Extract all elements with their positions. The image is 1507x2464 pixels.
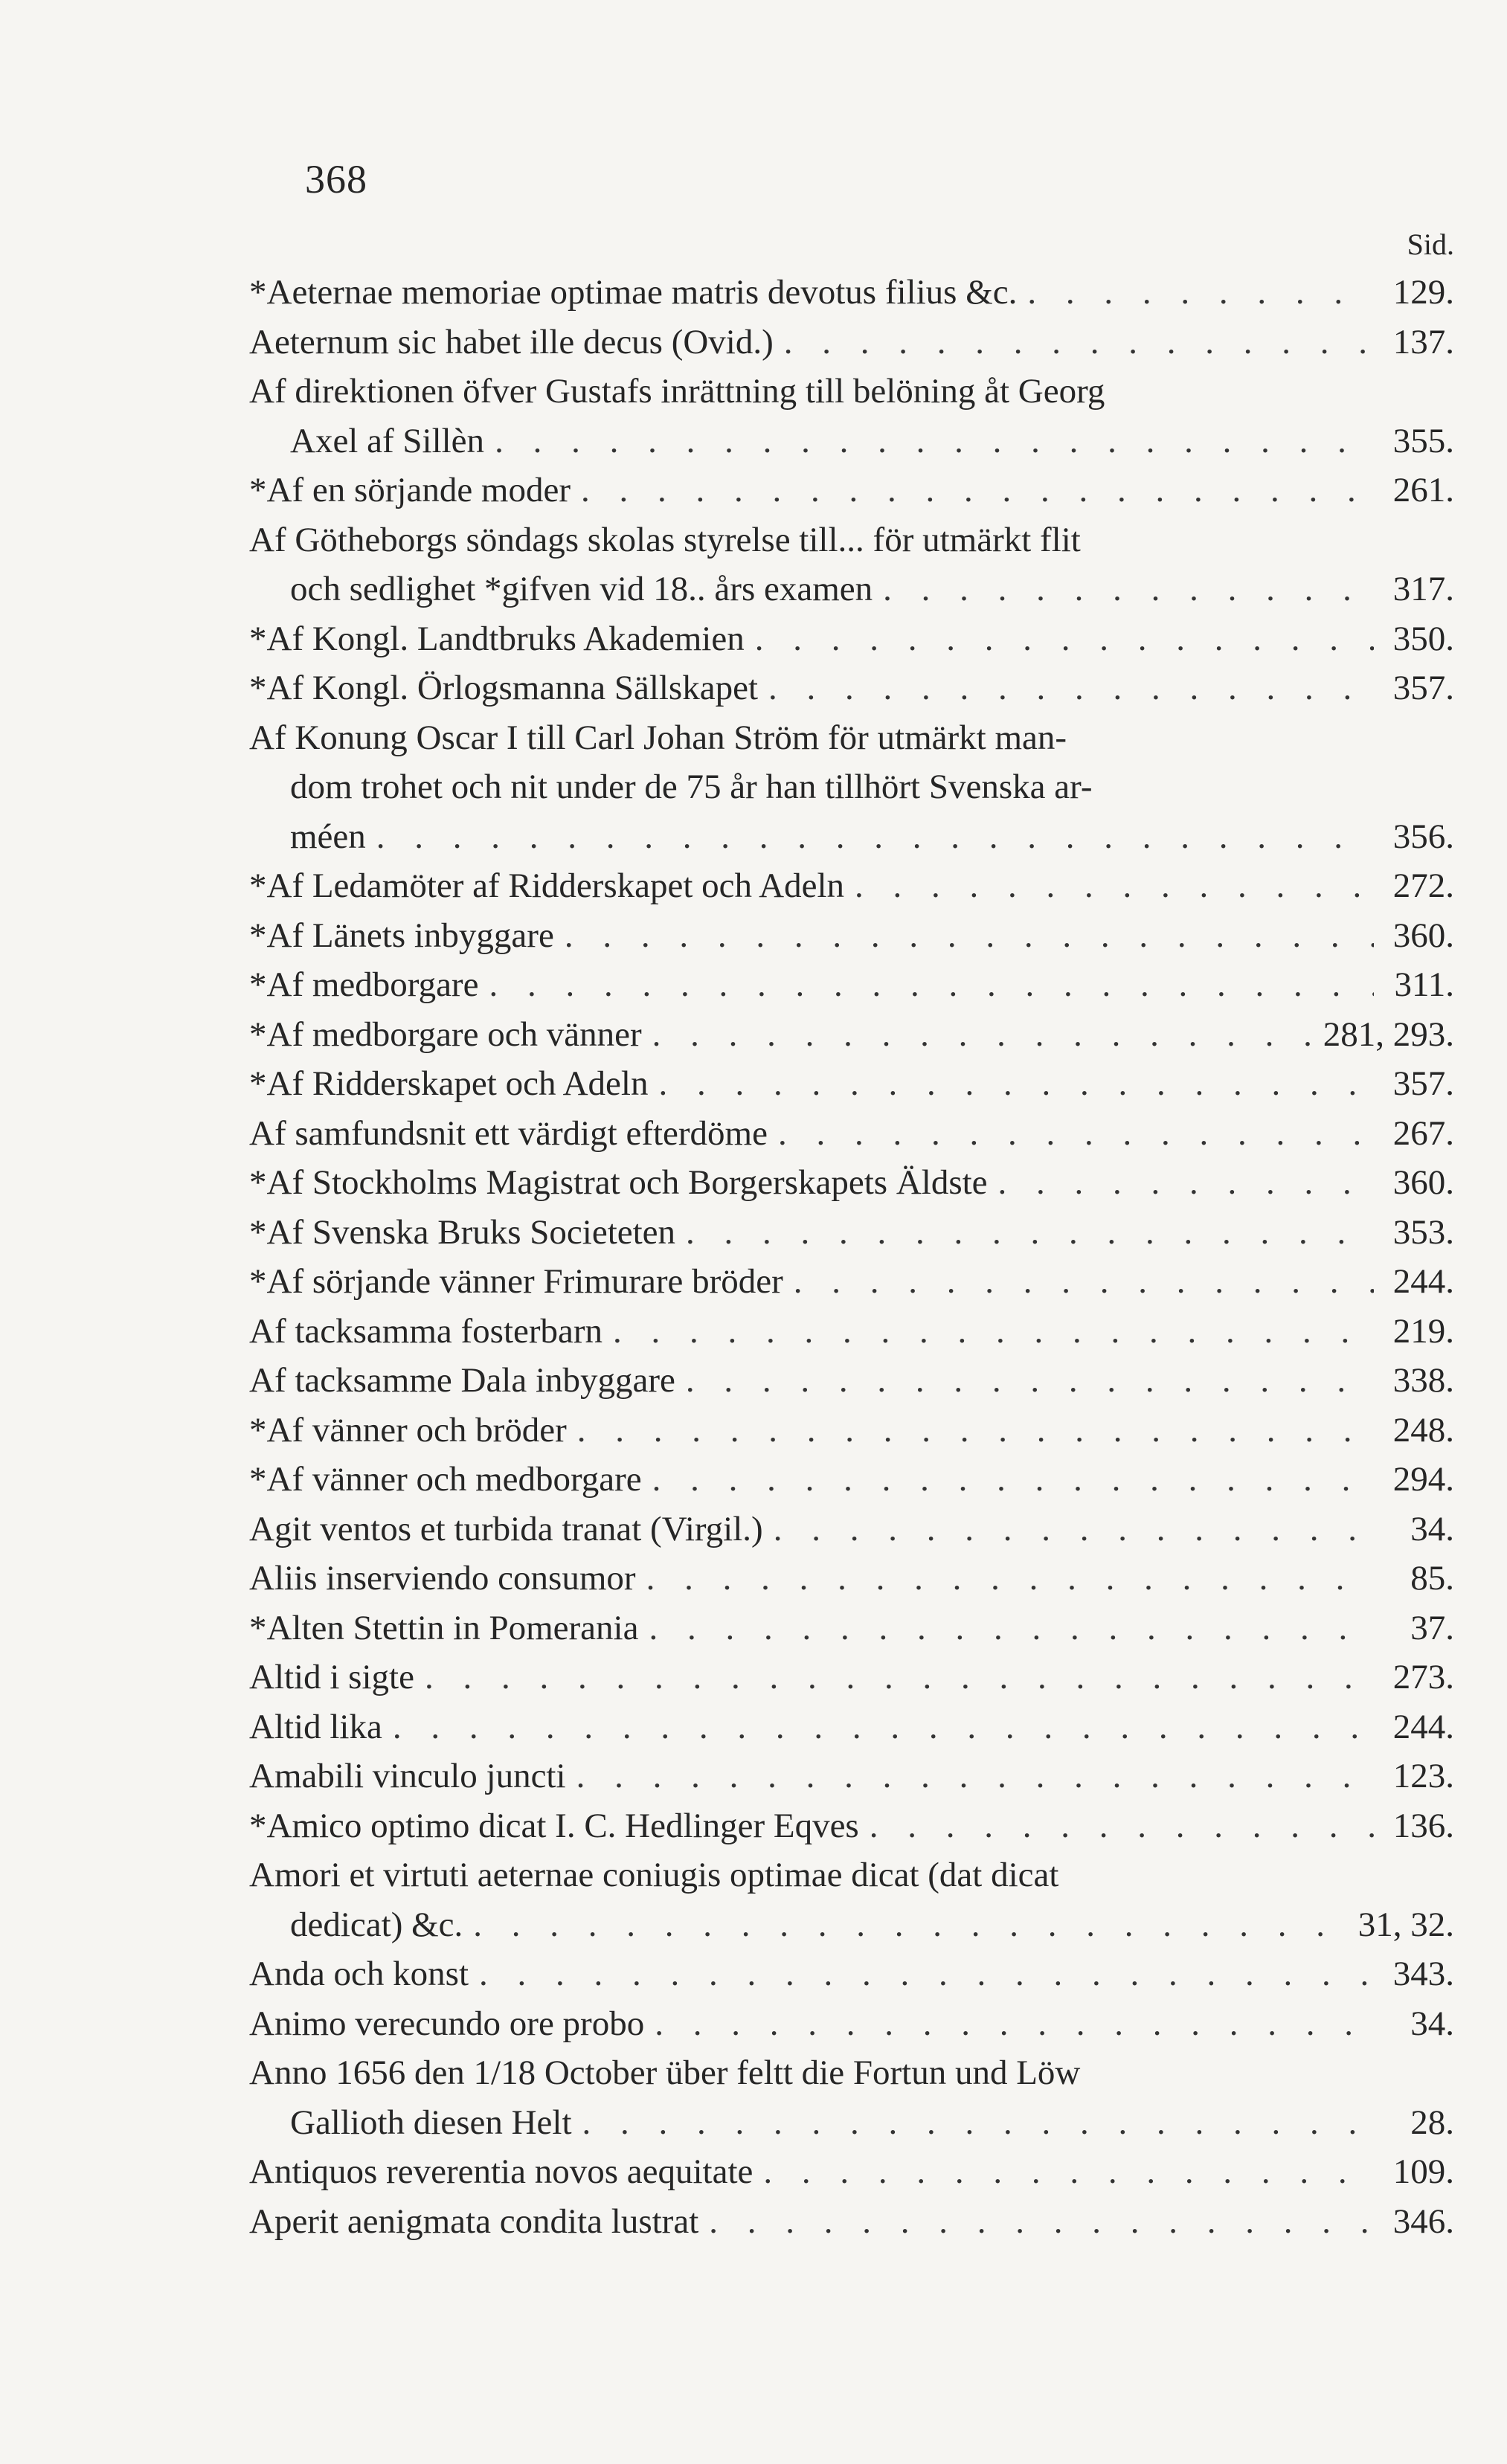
entry-line	[249, 663, 1454, 713]
dot-leaders	[603, 1307, 1374, 1357]
index-entry	[249, 1257, 1454, 1307]
page-reference: 317.	[1392, 570, 1454, 608]
entry-text: *Alten Stettin in Pomerania	[249, 1608, 639, 1647]
page-reference: 360.	[1392, 1163, 1454, 1202]
entry-line	[249, 1257, 1454, 1307]
index-entry	[249, 1949, 1454, 1999]
entry-line	[249, 1010, 1454, 1060]
page-number: 368	[305, 157, 367, 202]
dot-leaders	[642, 1455, 1374, 1505]
index-entry	[249, 2197, 1454, 2247]
dot-leaders	[644, 1999, 1374, 2049]
entry-line	[249, 861, 1454, 911]
dot-leaders	[753, 2147, 1374, 2197]
entry-line	[249, 268, 1454, 318]
entry-line	[249, 2147, 1454, 2197]
index-entry	[249, 1307, 1454, 1357]
page-reference: 350.	[1392, 619, 1454, 658]
index-entry	[249, 2147, 1454, 2197]
index-entry	[249, 1554, 1454, 1603]
page-reference: 85.	[1410, 1559, 1454, 1598]
dot-leaders	[783, 1257, 1374, 1307]
page-reference: 346.	[1392, 2201, 1454, 2241]
entry-line	[249, 762, 1454, 812]
entry-text: Axel af Sillèn	[290, 421, 485, 460]
index-entry	[249, 663, 1454, 713]
index-entry	[249, 367, 1454, 466]
index-entry	[249, 2048, 1454, 2147]
entry-text: dom trohet och nit under de 75 år han tillhört Svenska ar-	[290, 768, 1093, 806]
entry-line	[249, 416, 1454, 466]
entry-text: *Af Svenska Bruks Societeten	[249, 1212, 676, 1252]
entry-line	[249, 1949, 1454, 1999]
dot-leaders	[675, 1208, 1374, 1258]
entry-line	[249, 713, 1454, 763]
entry-text: Af tacksamma fosterbarn	[249, 1311, 603, 1351]
index-entry	[249, 1850, 1454, 1949]
entry-line	[249, 1752, 1454, 1801]
entry-text: Aliis inserviendo consumor	[249, 1559, 636, 1598]
entry-text: *Af Ledamöter af Ridderskapet och Adeln	[249, 866, 845, 905]
index-entry	[249, 1801, 1454, 1851]
page-reference: 244.	[1392, 1707, 1454, 1746]
index-entry	[249, 614, 1454, 664]
entry-text: Aperit aenigmata condita lustrat	[249, 2201, 699, 2241]
dot-leaders	[571, 466, 1374, 515]
dot-leaders	[478, 960, 1374, 1010]
entry-text: *Aeternae memoriae optimae matris devotus filius &c.	[249, 273, 1018, 312]
page-reference: 244.	[1392, 1262, 1454, 1301]
entry-line	[249, 614, 1454, 664]
dot-leaders	[1017, 268, 1374, 318]
entry-line	[249, 1554, 1454, 1603]
entry-text: Anno 1656 den 1/18 October über feltt die Fortun und Löw	[249, 2053, 1081, 2092]
entry-line	[249, 367, 1454, 416]
page-reference: 338.	[1392, 1361, 1454, 1400]
dot-leaders	[698, 2197, 1374, 2247]
index-entry	[249, 1109, 1454, 1159]
dot-leaders	[366, 812, 1374, 862]
dot-leaders	[636, 1554, 1374, 1603]
entry-text: Altid i sigte	[249, 1658, 414, 1696]
entry-line	[249, 1208, 1454, 1258]
index-entry	[249, 318, 1454, 367]
dot-leaders	[566, 1752, 1374, 1801]
entry-line	[249, 960, 1454, 1010]
entry-line	[249, 2048, 1454, 2098]
entry-line	[249, 1702, 1454, 1752]
dot-leaders	[763, 1505, 1374, 1554]
entry-text: Af Konung Oscar I till Carl Johan Ström för utmärkt man-	[249, 718, 1067, 757]
entry-text: *Af Stockholms Magistrat och Borgerskapets Äldste	[249, 1163, 988, 1202]
entry-line	[249, 812, 1454, 862]
page-reference: 311.	[1394, 965, 1454, 1004]
entry-line	[249, 1356, 1454, 1406]
dot-leaders	[844, 861, 1374, 911]
index-entry	[249, 1158, 1454, 1208]
entry-line	[249, 318, 1454, 367]
entry-text: och sedlighet *gifven vid 18.. års examen	[290, 570, 873, 608]
entry-line	[249, 1653, 1454, 1702]
entry-text: *Af vänner och bröder	[249, 1410, 567, 1450]
entry-text: Af Götheborgs söndags skolas styrelse till... för utmärkt flit	[249, 520, 1081, 559]
entry-line	[249, 2098, 1454, 2148]
dot-leaders	[414, 1653, 1374, 1702]
entry-line	[249, 1850, 1454, 1900]
entry-text: Amabili vinculo juncti	[249, 1757, 566, 1795]
page-reference: 273.	[1392, 1658, 1454, 1696]
page-column-header: Sid.	[1407, 228, 1454, 261]
entry-line	[249, 1900, 1454, 1950]
page-reference: 261.	[1392, 471, 1454, 509]
entry-text: Gallioth diesen Helt	[290, 2103, 572, 2142]
dot-leaders	[768, 1109, 1374, 1159]
entry-line	[249, 1603, 1454, 1653]
entry-text: Aeternum sic habet ille decus (Ovid.)	[249, 322, 774, 361]
dot-leaders	[638, 1603, 1374, 1653]
dot-leaders	[484, 416, 1374, 466]
dot-leaders	[463, 1900, 1352, 1950]
page-reference: 281, 293.	[1323, 1014, 1454, 1054]
entry-line	[249, 2197, 1454, 2247]
index-entry	[249, 1208, 1454, 1258]
entry-text: *Af sörjande vänner Frimurare bröder	[249, 1262, 783, 1301]
index-entry	[249, 1455, 1454, 1505]
entry-text: Antiquos reverentia novos aequitate	[249, 2152, 754, 2191]
index-entry	[249, 1653, 1454, 1702]
dot-leaders	[774, 318, 1374, 367]
index-entry	[249, 268, 1454, 318]
page-reference: 294.	[1392, 1460, 1454, 1499]
index-entry	[249, 911, 1454, 961]
entry-line	[249, 1158, 1454, 1208]
dot-leaders	[745, 614, 1374, 664]
entry-text: *Af Länets inbyggare	[249, 916, 554, 955]
entry-line	[249, 1999, 1454, 2049]
dot-leaders	[859, 1801, 1374, 1851]
index-entry	[249, 1603, 1454, 1653]
page-reference: 267.	[1392, 1113, 1454, 1153]
dot-leaders	[554, 911, 1374, 961]
index-entry	[249, 1356, 1454, 1406]
index-entry	[249, 1702, 1454, 1752]
entry-text: *Af Ridderskapet och Adeln	[249, 1064, 649, 1103]
dot-leaders	[642, 1010, 1317, 1060]
entry-text: Af direktionen öfver Gustafs inrättning till belöning åt Georg	[249, 372, 1105, 411]
dot-leaders	[873, 564, 1374, 614]
page-reference: 37.	[1410, 1608, 1454, 1647]
index-entry	[249, 960, 1454, 1010]
entry-text: *Af medborgare och vänner	[249, 1014, 642, 1054]
entry-text: *Af Kongl. Landtbruks Akademien	[249, 619, 745, 658]
entry-text: *Amico optimo dicat I. C. Hedlinger Eqves	[249, 1806, 859, 1845]
page-reference: 28.	[1410, 2103, 1454, 2142]
entry-text: Animo verecundo ore probo	[249, 2004, 645, 2043]
entry-line	[249, 564, 1454, 614]
index-entry	[249, 1752, 1454, 1801]
dot-leaders	[675, 1356, 1374, 1406]
entry-text: Af tacksamme Dala inbyggare	[249, 1361, 675, 1400]
entry-line	[249, 1505, 1454, 1554]
dot-leaders	[648, 1059, 1374, 1109]
dot-leaders	[988, 1158, 1374, 1208]
page-reference: 31, 32.	[1357, 1905, 1454, 1944]
page-reference: 123.	[1392, 1757, 1454, 1795]
page-reference: 357.	[1392, 669, 1454, 707]
entry-text: *Af en sörjande moder	[249, 471, 571, 509]
entry-text: *Af vänner och medborgare	[249, 1460, 642, 1499]
dot-leaders	[469, 1949, 1374, 1999]
entry-line	[249, 1307, 1454, 1357]
entry-line	[249, 1406, 1454, 1455]
page-reference: 272.	[1392, 866, 1454, 905]
entry-line	[249, 1059, 1454, 1109]
entry-text: Anda och konst	[249, 1955, 469, 1993]
dot-leaders	[758, 663, 1374, 713]
page-reference: 355.	[1392, 421, 1454, 460]
index-entry	[249, 861, 1454, 911]
index-list	[249, 268, 1454, 2246]
page-reference: 137.	[1392, 322, 1454, 361]
page-reference: 109.	[1392, 2152, 1454, 2191]
page-reference: 219.	[1392, 1311, 1454, 1351]
dot-leaders	[567, 1406, 1374, 1455]
page-reference: 34.	[1410, 1509, 1454, 1548]
index-entry	[249, 1999, 1454, 2049]
entry-line	[249, 911, 1454, 961]
entry-text: Af samfundsnit ett värdigt efterdöme	[249, 1113, 768, 1153]
entry-line	[249, 1801, 1454, 1851]
index-entry	[249, 1010, 1454, 1060]
page-reference: 356.	[1392, 817, 1454, 856]
page-reference: 129.	[1392, 273, 1454, 312]
page-reference: 343.	[1392, 1955, 1454, 1993]
entry-line	[249, 466, 1454, 515]
entry-line	[249, 1109, 1454, 1159]
index-entry	[249, 713, 1454, 862]
page-reference: 353.	[1392, 1212, 1454, 1252]
dot-leaders	[572, 2098, 1374, 2148]
index-entry	[249, 466, 1454, 515]
page-reference: 248.	[1392, 1410, 1454, 1450]
entry-text: Amori et virtuti aeternae coniugis optimae dicat (dat dicat	[249, 1856, 1059, 1894]
entry-line	[249, 1455, 1454, 1505]
dot-leaders	[382, 1702, 1374, 1752]
entry-text: Agit ventos et turbida tranat (Virgil.)	[249, 1509, 763, 1548]
entry-text: dedicat) &c.	[290, 1905, 463, 1944]
index-entry	[249, 1406, 1454, 1455]
page-reference: 360.	[1392, 916, 1454, 955]
entry-text: Altid lika	[249, 1707, 382, 1746]
entry-text: méen	[290, 817, 366, 856]
page-reference: 357.	[1392, 1064, 1454, 1103]
entry-text: *Af medborgare	[249, 965, 479, 1004]
entry-text: *Af Kongl. Örlogsmanna Sällskapet	[249, 669, 759, 707]
page-reference: 34.	[1410, 2004, 1454, 2043]
entry-line	[249, 515, 1454, 565]
index-entry	[249, 515, 1454, 614]
index-entry	[249, 1059, 1454, 1109]
page-reference: 136.	[1392, 1806, 1454, 1845]
index-entry	[249, 1505, 1454, 1554]
